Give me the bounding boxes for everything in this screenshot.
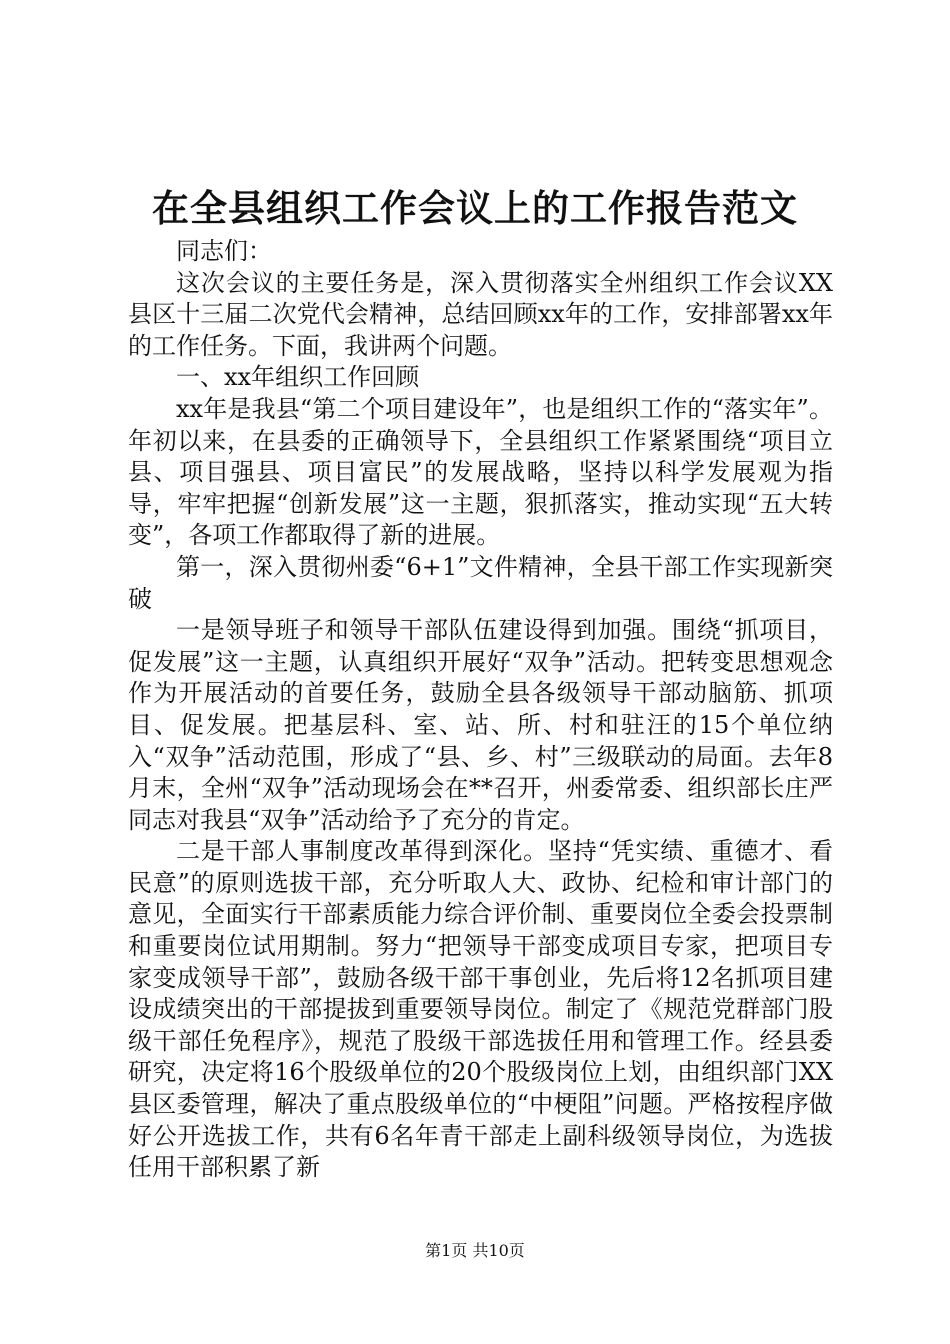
- point-1-paragraph: 一是领导班子和领导干部队伍建设得到加强。围绕“抓项目，促发展”这一主题，认真组织开展好“双争”活动。把转变思想观念作为开展活动的首要任务，鼓励全县各级领导干部动脑筋、抓项目、促发展。把基层科、室、站、所、村和驻汪的15个单位纳入“双争”活动范围，形成了“县、乡、村”三级联动的局面。去年8月末，全州“双争”活动现场会在**召开，州委常委、组织部长庄严同志对我县“双争”活动给予了充分的肯定。: [128, 616, 833, 834]
- point-2-paragraph: 二是干部人事制度改革得到深化。坚持“凭实绩、重德才、看民意”的原则选拔干部，充分听取人大、政协、纪检和审计部门的意见，全面实行干部素质能力综合评价制、重要岗位全委会投票制和重要岗位试用期制。努力“把领导干部变成项目专家，把项目专家变成领导干部”，鼓励各级干部干事创业，先后将12名抓项目建设成绩突出的干部提拔到重要领导岗位。制定了《规范党群部门股级干部任免程序》，规范了股级干部选拔任用和管理工作。经县委研究，决定将16个股级单位的20个股级岗位上划，由组织部门XX县区委管理，解决了重点股级单位的“中梗阻”问题。严格按程序做好公开选拔工作，共有6名年青干部走上副科级领导岗位，为选拔任用干部积累了新: [128, 837, 833, 1182]
- intro-paragraph: 这次会议的主要任务是，深入贯彻落实全州组织工作会议XX县区十三届二次党代会精神，总结回顾xx年的工作，安排部署xx年的工作任务。下面，我讲两个问题。: [128, 268, 833, 360]
- page-footer: 第1页 共10页: [425, 1241, 525, 1260]
- overview-paragraph: xx年是我县“第二个项目建设年”，也是组织工作的“落实年”。年初以来，在县委的正确领导下，全县组织工作紧紧围绕“项目立县、项目强县、项目富民”的发展战略，坚持以科学发展观为指导，牢牢把握“创新发展”这一主题，狠抓落实，推动实现“五大转变”，各项工作都取得了新的进展。: [128, 394, 833, 550]
- document-title: 在全县组织工作会议上的工作报告范文: [152, 186, 798, 230]
- greeting-paragraph: 同志们：: [176, 237, 272, 265]
- section-heading-1: 一、xx年组织工作回顾: [176, 363, 420, 392]
- subsection-heading-1: 第一，深入贯彻州委“6+1”文件精神，全县干部工作实现新突破: [128, 552, 833, 613]
- document-body: [128, 236, 833, 1184]
